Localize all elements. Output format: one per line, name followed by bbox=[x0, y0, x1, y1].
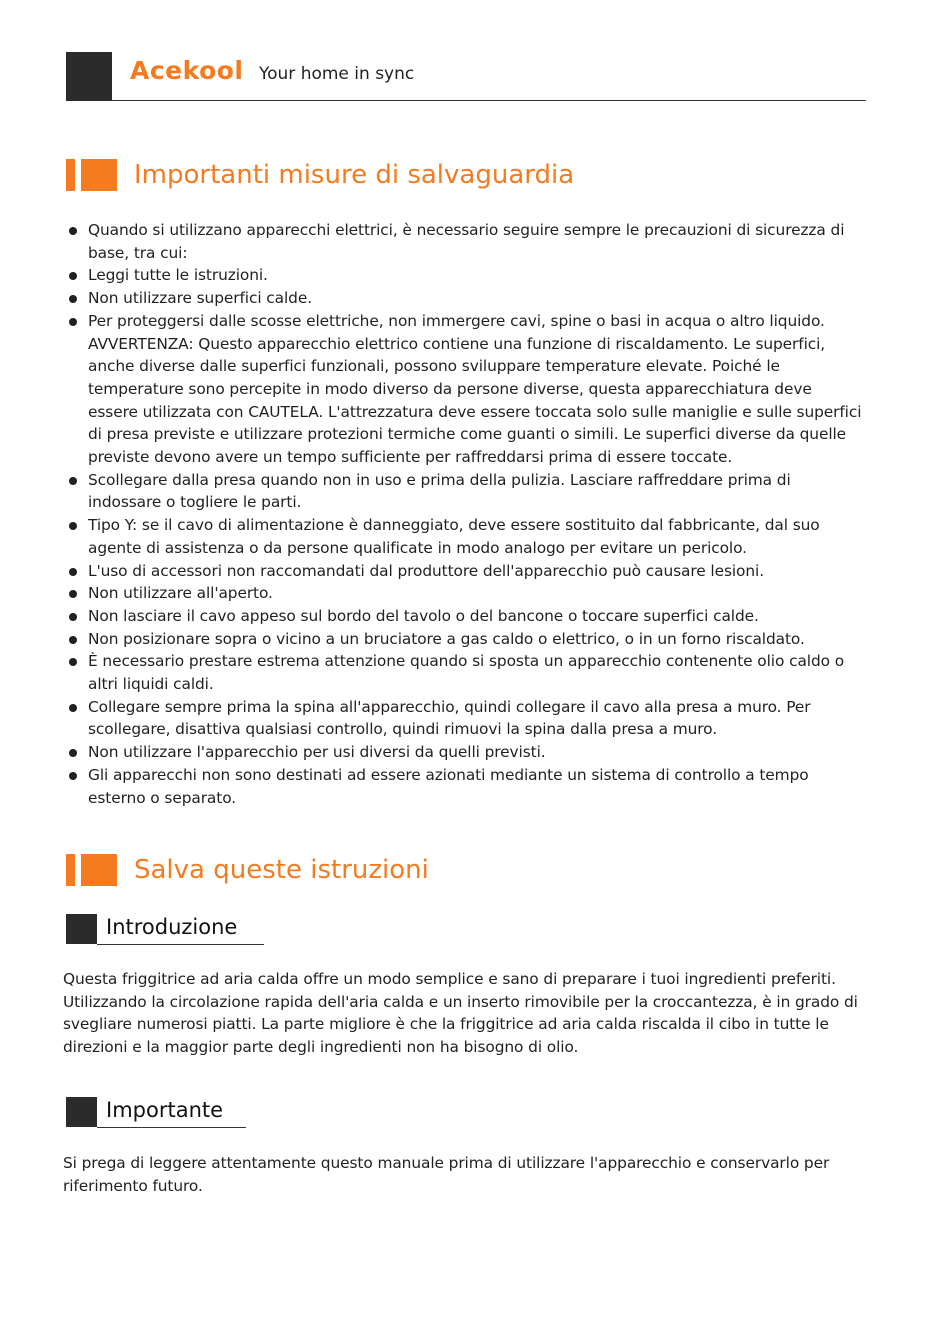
section-title: Importanti misure di salvaguardia bbox=[134, 160, 575, 190]
list-item-text: Gli apparecchi non sono destinati ad essere azionati mediante un sistema di controllo a tempo esterno o separato. bbox=[88, 765, 809, 807]
list-item bbox=[66, 696, 866, 741]
heading-marker-wide bbox=[81, 159, 117, 191]
list-item-text: Collegare sempre prima la spina all'apparecchio, quindi collegare il cavo alla presa a muro. Per scollegare, disattiva qualsiasi controllo, quindi rimuovi la spina dalla presa a muro. bbox=[88, 697, 811, 739]
list-item bbox=[66, 582, 866, 605]
list-item-text: È necessario prestare estrema attenzione quando si sposta un apparecchio contenente olio caldo o altri liquidi caldi. bbox=[88, 652, 845, 694]
bullet-icon bbox=[69, 749, 77, 757]
list-item bbox=[66, 514, 866, 559]
bullet-icon bbox=[69, 704, 77, 712]
subheading-marker bbox=[66, 1097, 97, 1127]
list-item-text: Non utilizzare all'aperto. bbox=[88, 584, 273, 603]
subheading-title: Importante bbox=[106, 1098, 224, 1122]
page-header bbox=[66, 52, 866, 102]
subheading-marker bbox=[66, 914, 97, 944]
brand-tagline: Your home in sync bbox=[259, 64, 415, 84]
bullet-icon bbox=[69, 590, 77, 598]
list-item-text: Scollegare dalla presa quando non in uso e prima della pulizia. Lasciare raffreddare prima di indossare o togliere le parti. bbox=[88, 470, 791, 512]
bullet-icon bbox=[69, 772, 77, 780]
list-item bbox=[66, 560, 866, 583]
list-item bbox=[66, 219, 866, 264]
list-item bbox=[66, 628, 866, 651]
important-paragraph: Si prega di leggere attentamente questo manuale prima di utilizzare l'apparecchio e conservarlo per riferimento futuro. bbox=[63, 1154, 830, 1195]
heading-marker-wide bbox=[81, 854, 117, 886]
list-item-text: Non lasciare il cavo appeso sul bordo del tavolo o del bancone o toccare superfici calde. bbox=[88, 606, 759, 625]
list-item bbox=[66, 650, 866, 695]
list-item bbox=[66, 764, 866, 809]
bullet-icon bbox=[69, 227, 77, 235]
bullet-icon bbox=[69, 636, 77, 644]
list-item-text: Non posizionare sopra o vicino a un bruciatore a gas caldo o elettrico, o in un forno riscaldato. bbox=[88, 629, 805, 648]
bullet-icon bbox=[69, 568, 77, 576]
list-item bbox=[66, 287, 866, 310]
intro-paragraph: Questa friggitrice ad aria calda offre un modo semplice e sano di preparare i tuoi ingredienti preferiti. Utilizzando la circolazione rapida dell'aria calda e un inserto rimovibile per la croccantezza, è in grado di svegliare numerosi piatti. La parte migliore è che la friggitrice ad aria calda riscalda il cibo in tutte le direzioni e la maggior parte degli ingredienti non ha bisogno di olio. bbox=[63, 970, 858, 1057]
bullet-icon bbox=[69, 318, 77, 326]
list-item-text: Leggi tutte le istruzioni. bbox=[88, 266, 268, 285]
subheading-title: Introduzione bbox=[106, 915, 238, 939]
list-item bbox=[66, 741, 866, 764]
list-item-text: Quando si utilizzano apparecchi elettrici, è necessario seguire sempre le precauzioni di sicurezza di base, tra cui: bbox=[88, 221, 845, 262]
list-item-text: Tipo Y: se il cavo di alimentazione è danneggiato, deve essere sostituito dal fabbricante, dal suo agente di assistenza o da persone qualificate in modo analogo per evitare un pericolo. bbox=[88, 516, 820, 557]
list-item bbox=[66, 264, 866, 287]
list-item-text: Non utilizzare superfici calde. bbox=[88, 289, 312, 308]
bullet-icon bbox=[69, 658, 77, 666]
list-item-text: Non utilizzare l'apparecchio per usi diversi da quelli previsti. bbox=[88, 743, 546, 762]
brand-logo: Acekool bbox=[130, 56, 244, 85]
bullet-icon bbox=[69, 613, 77, 621]
heading-marker-thin bbox=[66, 159, 75, 191]
bullet-icon bbox=[69, 477, 77, 485]
safeguards-list bbox=[66, 219, 866, 809]
subheading-rule bbox=[97, 1127, 246, 1128]
list-item bbox=[66, 469, 866, 514]
header-rule bbox=[112, 100, 866, 101]
list-item-text: Per proteggersi dalle scosse elettriche, non immergere cavi, spine o basi in acqua o altro liquido. AVVERTENZA: Questo apparecchio elettrico contiene una funzione di riscaldamento. Le superfici, anche diverse dalle superfici funzionali, possono sviluppare temperature elevate. Poiché le temperature sono percepite in modo diverso da persone diverse, questa apparecchiatura deve essere utilizzata con CAUTELA. L'attrezzatura deve essere toccata solo sulle maniglie e sulle superfici di presa previste e utilizzare protezioni termiche come guanti o simili. Le superfici diverse da quelle previste devono avere un tempo sufficiente per raffreddarsi prima di essere toccate. bbox=[88, 311, 862, 467]
section-title: Salva queste istruzioni bbox=[134, 855, 429, 885]
list-item bbox=[66, 310, 866, 469]
bullet-icon bbox=[69, 295, 77, 303]
header-block bbox=[66, 52, 112, 101]
subheading-rule bbox=[97, 944, 264, 945]
section-heading-safeguards bbox=[66, 157, 574, 193]
bullet-icon bbox=[69, 272, 77, 280]
list-item bbox=[66, 605, 866, 628]
heading-marker-thin bbox=[66, 854, 75, 886]
section-heading-save bbox=[66, 852, 429, 888]
bullet-icon bbox=[69, 522, 77, 530]
list-item-text: L'uso di accessori non raccomandati dal produttore dell'apparecchio può causare lesioni. bbox=[88, 561, 765, 580]
